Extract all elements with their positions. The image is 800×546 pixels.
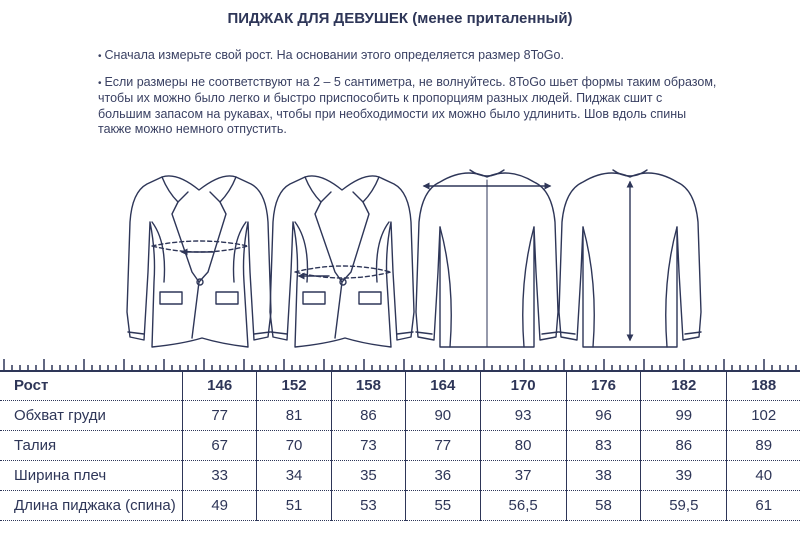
table-cell: 55 — [406, 491, 480, 521]
table-cell: 81 — [257, 401, 331, 431]
jacket-back-length — [559, 170, 701, 347]
row-label: Рост — [0, 371, 183, 401]
instruction-item — [98, 48, 718, 65]
height-cell: 188 — [727, 371, 800, 401]
table-cell: 99 — [641, 401, 727, 431]
height-cell: 158 — [331, 371, 405, 401]
table-cell: 59,5 — [641, 491, 727, 521]
table-cell: 93 — [480, 401, 566, 431]
row-label: Талия — [0, 431, 183, 461]
table-row — [0, 461, 800, 491]
table-cell: 40 — [727, 461, 800, 491]
table-cell: 83 — [566, 431, 640, 461]
table-cell: 89 — [727, 431, 800, 461]
jacket-illustrations — [0, 150, 800, 350]
table-cell: 33 — [183, 461, 257, 491]
table-cell: 36 — [406, 461, 480, 491]
row-label: Обхват груди — [0, 401, 183, 431]
bullet-mark: • — [98, 51, 102, 62]
page-title: ПИДЖАК ДЛЯ ДЕВУШЕК (менее приталенный) — [227, 10, 573, 27]
instruction-item — [98, 75, 718, 138]
table-cell: 77 — [406, 431, 480, 461]
table-cell: 70 — [257, 431, 331, 461]
table-header-row — [0, 371, 800, 401]
table-cell: 38 — [566, 461, 640, 491]
table-row — [0, 431, 800, 461]
table-cell: 49 — [183, 491, 257, 521]
height-cell: 146 — [183, 371, 257, 401]
table-cell: 73 — [331, 431, 405, 461]
jacket-back-shoulders — [416, 170, 558, 347]
table-cell: 61 — [727, 491, 800, 521]
table-cell: 35 — [331, 461, 405, 491]
row-label: Ширина плеч — [0, 461, 183, 491]
instructions — [98, 48, 718, 148]
bullet-mark: • — [98, 77, 102, 89]
table-cell: 86 — [331, 401, 405, 431]
instruction-text: Сначала измерьте свой рост. На основании этого определяется размер 8ToGo. — [104, 48, 564, 62]
table-cell: 56,5 — [480, 491, 566, 521]
table-cell: 58 — [566, 491, 640, 521]
height-cell: 152 — [257, 371, 331, 401]
table-row — [0, 491, 800, 521]
jacket-front-waist — [270, 176, 414, 347]
table-cell: 34 — [257, 461, 331, 491]
instruction-text: Если размеры не соответствуют на 2 – 5 сантиметра, не волнуйтесь. 8ToGo шьет формы таким образом, чтобы их можно было легко и быстро приспособить к пропорциям разных людей. Пиджак сшит с большим запасом на рукавах, чтобы при необходимости их можно было удлинить. Шов вдоль спины также можно немного отпустить. — [98, 74, 717, 136]
table-cell: 39 — [641, 461, 727, 491]
height-cell: 176 — [566, 371, 640, 401]
table-cell: 80 — [480, 431, 566, 461]
table-cell: 90 — [406, 401, 480, 431]
height-cell: 170 — [480, 371, 566, 401]
row-label: Длина пиджака (спина) — [0, 491, 183, 521]
table-cell: 77 — [183, 401, 257, 431]
table-cell: 37 — [480, 461, 566, 491]
height-cell: 164 — [406, 371, 480, 401]
ruler-decoration — [0, 350, 800, 372]
table-row — [0, 401, 800, 431]
table-cell: 51 — [257, 491, 331, 521]
table-cell: 96 — [566, 401, 640, 431]
size-table — [0, 371, 800, 521]
jacket-front-chest — [127, 176, 271, 347]
table-cell: 86 — [641, 431, 727, 461]
table-cell: 53 — [331, 491, 405, 521]
table-cell: 67 — [183, 431, 257, 461]
table-cell: 102 — [727, 401, 800, 431]
height-cell: 182 — [641, 371, 727, 401]
